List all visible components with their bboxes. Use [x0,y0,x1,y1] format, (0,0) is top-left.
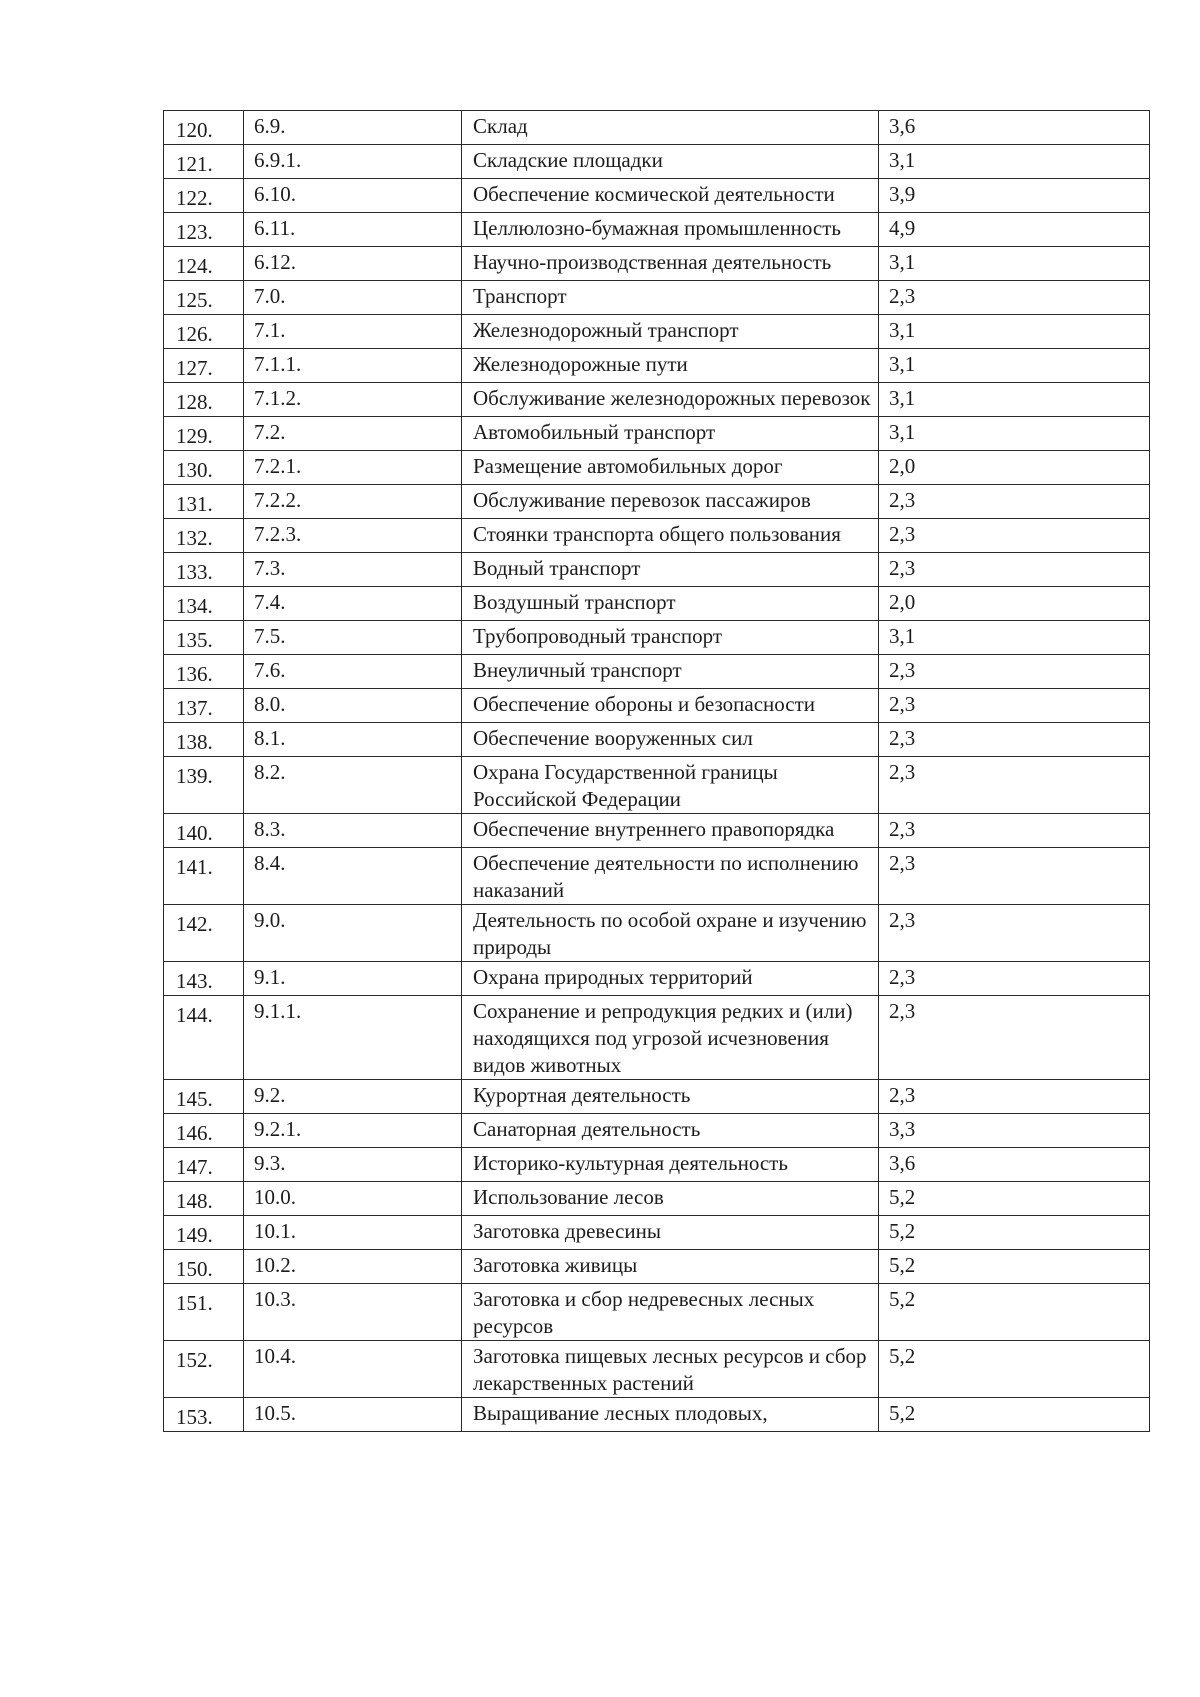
coefficient-cell: 3,3 [879,1114,1150,1148]
table-row [164,553,1150,587]
code-cell: 7.1. [244,315,462,349]
activity-name-cell: Использование лесов [462,1182,879,1216]
row-number-cell: 144. [164,996,244,1080]
row-number-cell: 143. [164,962,244,996]
coefficient-cell: 2,3 [879,723,1150,757]
coefficient-cell: 2,3 [879,485,1150,519]
row-number-cell: 125. [164,281,244,315]
table-row [164,689,1150,723]
activity-name-cell: Заготовка пищевых лесных ресурсов и сбор лекарственных растений [462,1341,879,1398]
code-cell: 9.2.1. [244,1114,462,1148]
code-cell: 7.2.1. [244,451,462,485]
coefficient-cell: 3,6 [879,1148,1150,1182]
code-cell: 8.2. [244,757,462,814]
row-number-cell: 121. [164,145,244,179]
code-cell: 9.1.1. [244,996,462,1080]
coefficient-cell: 3,1 [879,247,1150,281]
code-cell: 6.9.1. [244,145,462,179]
table-row [164,1080,1150,1114]
activity-name-cell: Складские площадки [462,145,879,179]
code-cell: 7.2.2. [244,485,462,519]
code-cell: 7.5. [244,621,462,655]
row-number-cell: 120. [164,111,244,145]
table-row [164,1250,1150,1284]
table-row [164,179,1150,213]
coefficient-cell: 2,0 [879,587,1150,621]
row-number-cell: 145. [164,1080,244,1114]
table-row [164,1182,1150,1216]
coefficient-cell: 2,3 [879,848,1150,905]
activity-name-cell: Обслуживание железнодорожных перевозок [462,383,879,417]
activity-name-cell: Выращивание лесных плодовых, [462,1398,879,1432]
coefficient-cell: 3,1 [879,349,1150,383]
table-row [164,111,1150,145]
table-row [164,349,1150,383]
row-number-cell: 150. [164,1250,244,1284]
coefficient-cell: 4,9 [879,213,1150,247]
table-row [164,757,1150,814]
code-cell: 7.0. [244,281,462,315]
code-cell: 8.0. [244,689,462,723]
coefficient-cell: 2,3 [879,1080,1150,1114]
coefficient-cell: 3,6 [879,111,1150,145]
coefficient-cell: 2,3 [879,757,1150,814]
row-number-cell: 153. [164,1398,244,1432]
activity-name-cell: Заготовка и сбор недревесных лесных ресурсов [462,1284,879,1341]
activity-name-cell: Научно-производственная деятельность [462,247,879,281]
activity-name-cell: Охрана природных территорий [462,962,879,996]
code-cell: 9.3. [244,1148,462,1182]
table-row [164,145,1150,179]
activity-name-cell: Размещение автомобильных дорог [462,451,879,485]
activity-name-cell: Железнодорожные пути [462,349,879,383]
activity-name-cell: Стоянки транспорта общего пользования [462,519,879,553]
coefficient-cell: 5,2 [879,1341,1150,1398]
code-cell: 9.0. [244,905,462,962]
code-cell: 10.2. [244,1250,462,1284]
code-cell: 7.4. [244,587,462,621]
coefficient-cell: 2,3 [879,553,1150,587]
activity-name-cell: Курортная деятельность [462,1080,879,1114]
code-cell: 6.12. [244,247,462,281]
table-row [164,587,1150,621]
row-number-cell: 123. [164,213,244,247]
activity-name-cell: Санаторная деятельность [462,1114,879,1148]
table-row [164,485,1150,519]
code-cell: 7.2. [244,417,462,451]
table-row [164,1114,1150,1148]
code-cell: 10.3. [244,1284,462,1341]
table-row [164,281,1150,315]
coefficient-cell: 5,2 [879,1250,1150,1284]
table-row [164,655,1150,689]
activity-name-cell: Транспорт [462,281,879,315]
land-use-table [163,110,1150,1432]
table-row [164,723,1150,757]
code-cell: 10.1. [244,1216,462,1250]
table-row [164,1148,1150,1182]
row-number-cell: 132. [164,519,244,553]
code-cell: 10.5. [244,1398,462,1432]
activity-name-cell: Заготовка древесины [462,1216,879,1250]
coefficient-cell: 5,2 [879,1398,1150,1432]
activity-name-cell: Охрана Государственной границы Российской Федерации [462,757,879,814]
coefficient-cell: 2,3 [879,689,1150,723]
row-number-cell: 130. [164,451,244,485]
activity-name-cell: Историко-культурная деятельность [462,1148,879,1182]
activity-name-cell: Автомобильный транспорт [462,417,879,451]
coefficient-cell: 2,3 [879,281,1150,315]
coefficient-cell: 3,1 [879,315,1150,349]
row-number-cell: 131. [164,485,244,519]
code-cell: 10.4. [244,1341,462,1398]
code-cell: 7.3. [244,553,462,587]
code-cell: 8.3. [244,814,462,848]
coefficient-cell: 3,1 [879,145,1150,179]
row-number-cell: 141. [164,848,244,905]
activity-name-cell: Сохранение и репродукция редких и (или) находящихся под угрозой исчезновения видов животных [462,996,879,1080]
coefficient-cell: 2,3 [879,814,1150,848]
coefficient-cell: 3,1 [879,417,1150,451]
code-cell: 10.0. [244,1182,462,1216]
activity-name-cell: Заготовка живицы [462,1250,879,1284]
code-cell: 9.2. [244,1080,462,1114]
code-cell: 7.1.1. [244,349,462,383]
coefficient-cell: 5,2 [879,1216,1150,1250]
row-number-cell: 122. [164,179,244,213]
table-row [164,417,1150,451]
table-row [164,213,1150,247]
row-number-cell: 151. [164,1284,244,1341]
code-cell: 9.1. [244,962,462,996]
row-number-cell: 149. [164,1216,244,1250]
code-cell: 7.1.2. [244,383,462,417]
row-number-cell: 142. [164,905,244,962]
activity-name-cell: Обеспечение космической деятельности [462,179,879,213]
activity-name-cell: Обеспечение обороны и безопасности [462,689,879,723]
table-row [164,451,1150,485]
table-row [164,315,1150,349]
code-cell: 7.6. [244,655,462,689]
activity-name-cell: Трубопроводный транспорт [462,621,879,655]
code-cell: 8.1. [244,723,462,757]
coefficient-cell: 5,2 [879,1182,1150,1216]
row-number-cell: 137. [164,689,244,723]
code-cell: 8.4. [244,848,462,905]
activity-name-cell: Водный транспорт [462,553,879,587]
row-number-cell: 128. [164,383,244,417]
activity-name-cell: Обеспечение деятельности по исполнению наказаний [462,848,879,905]
code-cell: 6.9. [244,111,462,145]
code-cell: 7.2.3. [244,519,462,553]
table-row [164,848,1150,905]
table-row [164,1284,1150,1341]
code-cell: 6.11. [244,213,462,247]
table-body [164,111,1150,1432]
table-row [164,1216,1150,1250]
coefficient-cell: 3,1 [879,383,1150,417]
table-row [164,383,1150,417]
table-row [164,1398,1150,1432]
activity-name-cell: Склад [462,111,879,145]
coefficient-cell: 2,3 [879,905,1150,962]
coefficient-cell: 3,1 [879,621,1150,655]
activity-name-cell: Воздушный транспорт [462,587,879,621]
row-number-cell: 138. [164,723,244,757]
table-row [164,247,1150,281]
row-number-cell: 148. [164,1182,244,1216]
code-cell: 6.10. [244,179,462,213]
row-number-cell: 133. [164,553,244,587]
table-row [164,519,1150,553]
coefficient-cell: 2,0 [879,451,1150,485]
row-number-cell: 124. [164,247,244,281]
coefficient-cell: 2,3 [879,655,1150,689]
table-row [164,996,1150,1080]
row-number-cell: 135. [164,621,244,655]
coefficient-cell: 2,3 [879,519,1150,553]
table-row [164,962,1150,996]
activity-name-cell: Обслуживание перевозок пассажиров [462,485,879,519]
activity-name-cell: Железнодорожный транспорт [462,315,879,349]
coefficient-cell: 5,2 [879,1284,1150,1341]
activity-name-cell: Целлюлозно-бумажная промышленность [462,213,879,247]
table-row [164,905,1150,962]
activity-name-cell: Обеспечение внутреннего правопорядка [462,814,879,848]
activity-name-cell: Внеуличный транспорт [462,655,879,689]
row-number-cell: 140. [164,814,244,848]
coefficient-cell: 2,3 [879,996,1150,1080]
table-row [164,621,1150,655]
row-number-cell: 146. [164,1114,244,1148]
row-number-cell: 134. [164,587,244,621]
row-number-cell: 152. [164,1341,244,1398]
row-number-cell: 126. [164,315,244,349]
row-number-cell: 147. [164,1148,244,1182]
coefficient-cell: 3,9 [879,179,1150,213]
table-row [164,1341,1150,1398]
activity-name-cell: Деятельность по особой охране и изучению природы [462,905,879,962]
row-number-cell: 127. [164,349,244,383]
row-number-cell: 136. [164,655,244,689]
table-row [164,814,1150,848]
coefficient-cell: 2,3 [879,962,1150,996]
row-number-cell: 139. [164,757,244,814]
row-number-cell: 129. [164,417,244,451]
activity-name-cell: Обеспечение вооруженных сил [462,723,879,757]
